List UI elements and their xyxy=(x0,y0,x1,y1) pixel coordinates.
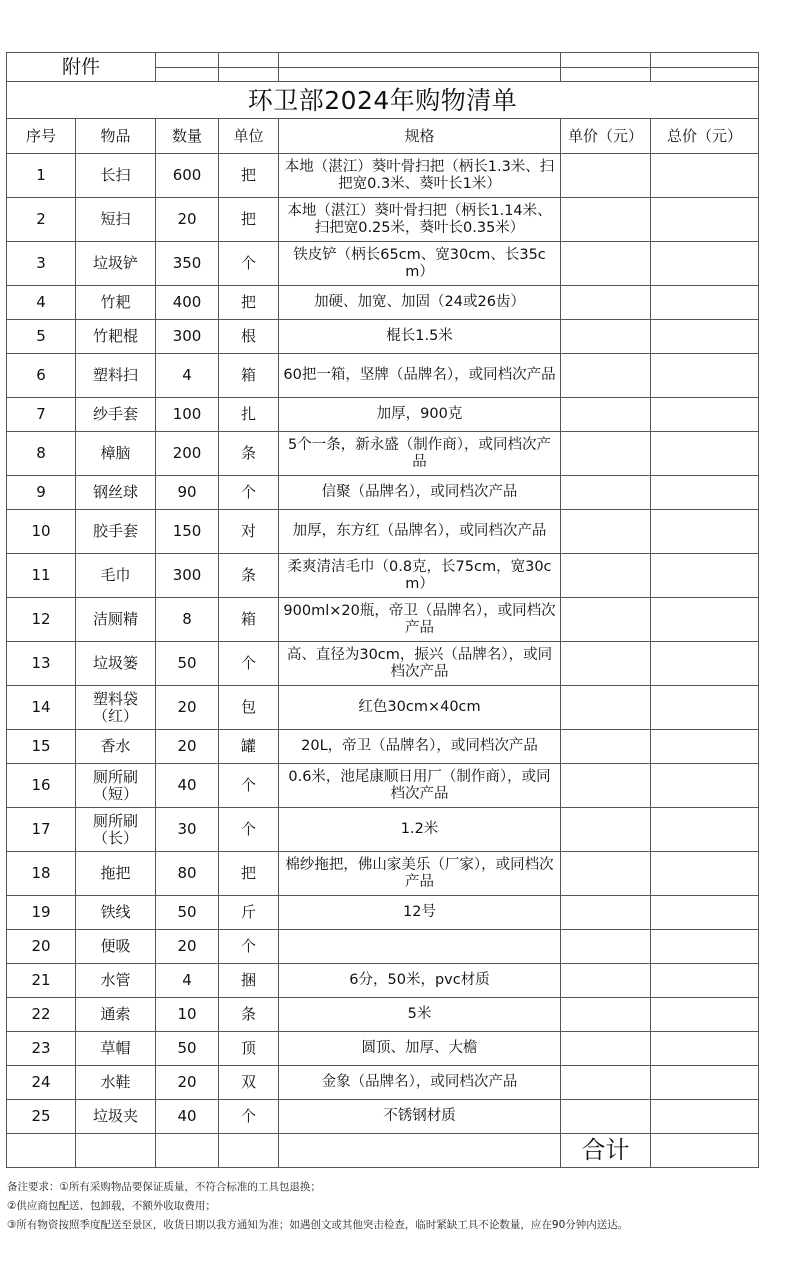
header-qty: 数量 xyxy=(156,119,219,154)
cell-total-price xyxy=(651,398,759,432)
cell-unit-price xyxy=(561,286,651,320)
cell-unit: 捆 xyxy=(219,964,279,998)
cell-total-price xyxy=(651,154,759,198)
cell-qty: 4 xyxy=(156,354,219,398)
cell-no: 18 xyxy=(7,852,76,896)
cell-unit: 个 xyxy=(219,476,279,510)
cell-total-price xyxy=(651,808,759,852)
cell-total-price xyxy=(651,1066,759,1100)
cell-no: 20 xyxy=(7,930,76,964)
header-unit: 单位 xyxy=(219,119,279,154)
cell-unit: 把 xyxy=(219,852,279,896)
cell-item: 长扫 xyxy=(76,154,156,198)
remarks xyxy=(7,1178,797,1235)
cell-unit-price xyxy=(561,154,651,198)
cell-unit: 把 xyxy=(219,198,279,242)
table-row xyxy=(7,1032,759,1066)
table-row xyxy=(7,354,759,398)
table-row xyxy=(7,852,759,896)
attachment-row xyxy=(7,53,759,68)
cell-unit-price xyxy=(561,808,651,852)
cell-qty: 30 xyxy=(156,808,219,852)
cell-total-price xyxy=(651,510,759,554)
cell-item: 钢丝球 xyxy=(76,476,156,510)
cell-spec: 加厚，东方红（品牌名），或同档次产品 xyxy=(279,510,561,554)
cell-item: 铁线 xyxy=(76,896,156,930)
cell-spec: 5米 xyxy=(279,998,561,1032)
cell-qty: 50 xyxy=(156,1032,219,1066)
cell-unit-price xyxy=(561,476,651,510)
cell-item: 竹耙 xyxy=(76,286,156,320)
cell-spec: 本地（湛江）葵叶骨扫把（柄长1.14米、扫把宽0.25米，葵叶长0.35米） xyxy=(279,198,561,242)
table-row xyxy=(7,642,759,686)
header-unit-price: 单价（元） xyxy=(561,119,651,154)
cell-no: 13 xyxy=(7,642,76,686)
cell-unit-price xyxy=(561,642,651,686)
cell-unit: 个 xyxy=(219,930,279,964)
remark-line-3: ③所有物资按照季度配送至景区，收货日期以我方通知为准；如遇创文或其他突击检查，临时紧缺工具不论数量，应在90分钟内送达。 xyxy=(7,1219,629,1231)
cell-spec: 棉纱拖把，佛山家美乐（厂家），或同档次产品 xyxy=(279,852,561,896)
cell-spec: 铁皮铲（柄长65cm、宽30cm、长35cm） xyxy=(279,242,561,286)
cell-unit-price xyxy=(561,598,651,642)
cell-unit: 个 xyxy=(219,242,279,286)
cell-total-price xyxy=(651,198,759,242)
cell-unit: 条 xyxy=(219,432,279,476)
blank-cell xyxy=(279,1134,561,1168)
page-title: 环卫部2024年购物清单 xyxy=(7,82,759,119)
blank-cell xyxy=(219,68,279,82)
cell-unit-price xyxy=(561,354,651,398)
cell-item: 塑料扫 xyxy=(76,354,156,398)
table-row xyxy=(7,1066,759,1100)
cell-unit-price xyxy=(561,198,651,242)
cell-no: 25 xyxy=(7,1100,76,1134)
cell-unit-price xyxy=(561,896,651,930)
cell-qty: 20 xyxy=(156,1066,219,1100)
cell-qty: 300 xyxy=(156,320,219,354)
cell-total-price xyxy=(651,242,759,286)
blank-cell xyxy=(76,1134,156,1168)
cell-no: 3 xyxy=(7,242,76,286)
cell-total-price xyxy=(651,286,759,320)
cell-item: 厕所刷（短） xyxy=(76,764,156,808)
cell-spec xyxy=(279,930,561,964)
cell-qty: 50 xyxy=(156,642,219,686)
cell-unit-price xyxy=(561,1032,651,1066)
total-label: 合计 xyxy=(561,1134,651,1168)
cell-qty: 100 xyxy=(156,398,219,432)
cell-unit-price xyxy=(561,964,651,998)
cell-item: 便吸 xyxy=(76,930,156,964)
header-item: 物品 xyxy=(76,119,156,154)
header-row xyxy=(7,119,759,154)
cell-total-price xyxy=(651,642,759,686)
cell-qty: 80 xyxy=(156,852,219,896)
table-row xyxy=(7,432,759,476)
cell-unit-price xyxy=(561,554,651,598)
blank-cell xyxy=(279,68,561,82)
cell-qty: 200 xyxy=(156,432,219,476)
cell-unit: 条 xyxy=(219,554,279,598)
cell-qty: 20 xyxy=(156,930,219,964)
cell-total-price xyxy=(651,432,759,476)
cell-unit: 斤 xyxy=(219,896,279,930)
cell-spec: 棍长1.5米 xyxy=(279,320,561,354)
cell-item: 胶手套 xyxy=(76,510,156,554)
cell-qty: 150 xyxy=(156,510,219,554)
cell-unit: 箱 xyxy=(219,354,279,398)
cell-item: 水管 xyxy=(76,964,156,998)
cell-item: 草帽 xyxy=(76,1032,156,1066)
cell-no: 8 xyxy=(7,432,76,476)
blank-cell xyxy=(156,68,219,82)
cell-no: 21 xyxy=(7,964,76,998)
cell-spec: 不锈钢材质 xyxy=(279,1100,561,1134)
cell-unit-price xyxy=(561,852,651,896)
cell-unit-price xyxy=(561,320,651,354)
remark-line-1: 备注要求：①所有采购物品要保证质量，不符合标准的工具包退换； xyxy=(7,1181,321,1193)
cell-no: 15 xyxy=(7,730,76,764)
cell-unit-price xyxy=(561,398,651,432)
blank-cell xyxy=(279,53,561,68)
cell-no: 17 xyxy=(7,808,76,852)
cell-no: 7 xyxy=(7,398,76,432)
cell-total-price xyxy=(651,730,759,764)
cell-spec: 6分，50米，pvc材质 xyxy=(279,964,561,998)
table-row xyxy=(7,554,759,598)
table-row xyxy=(7,320,759,354)
cell-no: 10 xyxy=(7,510,76,554)
cell-qty: 50 xyxy=(156,896,219,930)
total-row xyxy=(7,1134,759,1168)
cell-no: 9 xyxy=(7,476,76,510)
blank-cell xyxy=(651,68,759,82)
cell-unit: 扎 xyxy=(219,398,279,432)
blank-cell xyxy=(219,1134,279,1168)
cell-spec: 圆顶、加厚、大檐 xyxy=(279,1032,561,1066)
cell-unit-price xyxy=(561,432,651,476)
cell-unit-price xyxy=(561,1066,651,1100)
table-row xyxy=(7,242,759,286)
attachment-label: 附件 xyxy=(7,53,156,82)
cell-no: 16 xyxy=(7,764,76,808)
table-row xyxy=(7,686,759,730)
table-row xyxy=(7,198,759,242)
table-row xyxy=(7,476,759,510)
table-row xyxy=(7,764,759,808)
cell-qty: 300 xyxy=(156,554,219,598)
cell-no: 22 xyxy=(7,998,76,1032)
table-row xyxy=(7,930,759,964)
header-spec: 规格 xyxy=(279,119,561,154)
blank-cell xyxy=(7,1134,76,1168)
cell-item: 短扫 xyxy=(76,198,156,242)
cell-total-price xyxy=(651,320,759,354)
table-row xyxy=(7,808,759,852)
cell-total-price xyxy=(651,964,759,998)
table-row xyxy=(7,598,759,642)
cell-item: 洁厕精 xyxy=(76,598,156,642)
cell-unit: 顶 xyxy=(219,1032,279,1066)
cell-unit-price xyxy=(561,510,651,554)
cell-no: 12 xyxy=(7,598,76,642)
cell-item: 纱手套 xyxy=(76,398,156,432)
cell-qty: 600 xyxy=(156,154,219,198)
cell-spec: 金象（品牌名），或同档次产品 xyxy=(279,1066,561,1100)
cell-no: 4 xyxy=(7,286,76,320)
cell-item: 香水 xyxy=(76,730,156,764)
cell-item: 垃圾篓 xyxy=(76,642,156,686)
cell-unit: 个 xyxy=(219,642,279,686)
cell-no: 24 xyxy=(7,1066,76,1100)
cell-qty: 20 xyxy=(156,730,219,764)
cell-no: 5 xyxy=(7,320,76,354)
cell-total-price xyxy=(651,852,759,896)
cell-unit: 根 xyxy=(219,320,279,354)
cell-total-price xyxy=(651,686,759,730)
cell-no: 2 xyxy=(7,198,76,242)
cell-spec: 本地（湛江）葵叶骨扫把（柄长1.3米、扫把宽0.3米、葵叶长1米） xyxy=(279,154,561,198)
cell-spec: 信聚（品牌名），或同档次产品 xyxy=(279,476,561,510)
cell-unit: 对 xyxy=(219,510,279,554)
cell-total-price xyxy=(651,930,759,964)
cell-qty: 40 xyxy=(156,764,219,808)
shopping-list-table xyxy=(6,52,759,1168)
cell-qty: 90 xyxy=(156,476,219,510)
header-total-price: 总价（元） xyxy=(651,119,759,154)
cell-item: 毛巾 xyxy=(76,554,156,598)
cell-spec: 1.2米 xyxy=(279,808,561,852)
cell-unit: 把 xyxy=(219,286,279,320)
cell-spec: 900ml×20瓶，帝卫（品牌名），或同档次产品 xyxy=(279,598,561,642)
cell-spec: 柔爽清洁毛巾（0.8克，长75cm，宽30cm） xyxy=(279,554,561,598)
cell-total-price xyxy=(651,998,759,1032)
cell-spec: 12号 xyxy=(279,896,561,930)
header-no: 序号 xyxy=(7,119,76,154)
cell-no: 1 xyxy=(7,154,76,198)
cell-total-price xyxy=(651,554,759,598)
title-row xyxy=(7,82,759,119)
cell-no: 11 xyxy=(7,554,76,598)
table-row xyxy=(7,998,759,1032)
cell-unit: 包 xyxy=(219,686,279,730)
cell-unit: 箱 xyxy=(219,598,279,642)
cell-unit: 把 xyxy=(219,154,279,198)
table-row xyxy=(7,398,759,432)
remark-line-2: ②供应商包配送、包卸载，不额外收取费用； xyxy=(7,1200,216,1212)
cell-unit: 个 xyxy=(219,764,279,808)
cell-unit-price xyxy=(561,730,651,764)
cell-no: 23 xyxy=(7,1032,76,1066)
blank-cell xyxy=(156,53,219,68)
cell-item: 拖把 xyxy=(76,852,156,896)
cell-total-price xyxy=(651,764,759,808)
cell-unit-price xyxy=(561,764,651,808)
blank-cell xyxy=(156,1134,219,1168)
table-row xyxy=(7,510,759,554)
cell-qty: 4 xyxy=(156,964,219,998)
cell-spec: 加厚，900克 xyxy=(279,398,561,432)
cell-spec: 5个一条，新永盛（制作商），或同档次产品 xyxy=(279,432,561,476)
cell-spec: 0.6米，池尾康顺日用厂（制作商），或同档次产品 xyxy=(279,764,561,808)
cell-item: 樟脑 xyxy=(76,432,156,476)
cell-unit: 个 xyxy=(219,808,279,852)
blank-cell xyxy=(219,53,279,68)
cell-spec: 加硬、加宽、加固（24或26齿） xyxy=(279,286,561,320)
blank-cell xyxy=(651,53,759,68)
blank-cell xyxy=(561,68,651,82)
cell-unit-price xyxy=(561,686,651,730)
cell-total-price xyxy=(651,896,759,930)
cell-qty: 350 xyxy=(156,242,219,286)
blank-cell xyxy=(561,53,651,68)
cell-total-price xyxy=(651,1100,759,1134)
cell-spec: 60把一箱，坚牌（品牌名），或同档次产品 xyxy=(279,354,561,398)
cell-unit: 条 xyxy=(219,998,279,1032)
cell-spec: 20L，帝卫（品牌名），或同档次产品 xyxy=(279,730,561,764)
cell-qty: 8 xyxy=(156,598,219,642)
cell-qty: 40 xyxy=(156,1100,219,1134)
cell-spec: 高、直径为30cm，振兴（品牌名），或同档次产品 xyxy=(279,642,561,686)
cell-qty: 20 xyxy=(156,198,219,242)
cell-qty: 20 xyxy=(156,686,219,730)
cell-total-price xyxy=(651,1032,759,1066)
cell-unit-price xyxy=(561,998,651,1032)
cell-total-price xyxy=(651,476,759,510)
cell-total-price xyxy=(651,598,759,642)
cell-item: 垃圾夹 xyxy=(76,1100,156,1134)
cell-item: 通索 xyxy=(76,998,156,1032)
cell-item: 竹耙棍 xyxy=(76,320,156,354)
cell-item: 水鞋 xyxy=(76,1066,156,1100)
table-row xyxy=(7,154,759,198)
table-row xyxy=(7,964,759,998)
cell-total-price xyxy=(651,354,759,398)
cell-unit-price xyxy=(561,242,651,286)
cell-qty: 400 xyxy=(156,286,219,320)
cell-unit-price xyxy=(561,1100,651,1134)
cell-unit: 罐 xyxy=(219,730,279,764)
cell-unit: 个 xyxy=(219,1100,279,1134)
table-row xyxy=(7,896,759,930)
cell-item: 塑料袋（红） xyxy=(76,686,156,730)
blank-cell xyxy=(651,1134,759,1168)
table-row xyxy=(7,730,759,764)
cell-unit: 双 xyxy=(219,1066,279,1100)
cell-no: 19 xyxy=(7,896,76,930)
table-row xyxy=(7,1100,759,1134)
cell-spec: 红色30cm×40cm xyxy=(279,686,561,730)
cell-item: 垃圾铲 xyxy=(76,242,156,286)
table-row xyxy=(7,286,759,320)
cell-qty: 10 xyxy=(156,998,219,1032)
cell-no: 6 xyxy=(7,354,76,398)
cell-no: 14 xyxy=(7,686,76,730)
cell-unit-price xyxy=(561,930,651,964)
cell-item: 厕所刷（长） xyxy=(76,808,156,852)
